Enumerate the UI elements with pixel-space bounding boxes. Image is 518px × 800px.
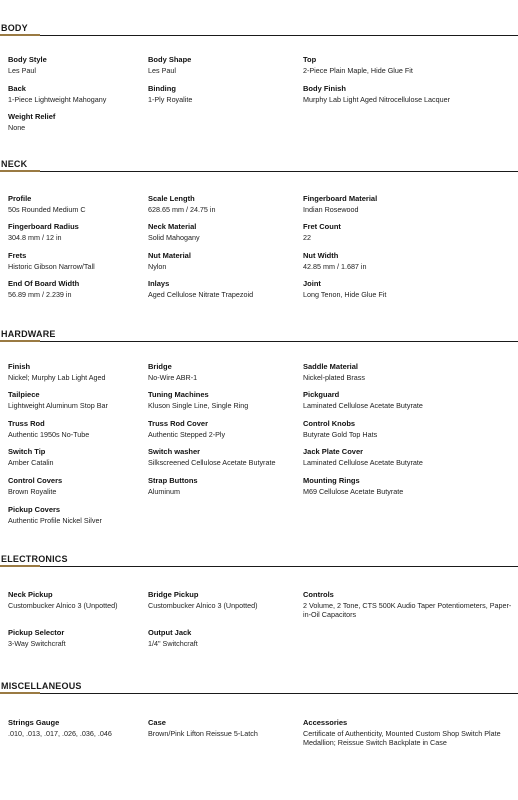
spec-label: Fret Count — [303, 222, 341, 231]
spec-label: Joint — [303, 279, 321, 288]
spec-label: Control Covers — [8, 476, 63, 485]
spec-label: Strings Gauge — [8, 718, 60, 727]
spec-label: Nut Width — [303, 251, 339, 260]
spec-item — [8, 447, 143, 467]
spec-value: None — [8, 123, 26, 132]
spec-item — [8, 222, 143, 242]
spec-label: Switch Tip — [8, 447, 46, 456]
spec-item — [148, 84, 298, 104]
spec-item — [148, 362, 298, 382]
spec-item — [303, 447, 513, 467]
spec-value: 3-Way Switchcraft — [8, 639, 66, 648]
spec-label: Accessories — [303, 718, 348, 727]
spec-item — [8, 505, 143, 525]
spec-value: Laminated Cellulose Acetate Butyrate — [303, 458, 423, 467]
spec-item — [148, 251, 298, 271]
spec-value: 1/4" Switchcraft — [148, 639, 198, 648]
spec-label: Body Style — [8, 55, 47, 64]
spec-item — [8, 476, 143, 496]
spec-value: .010, .013, .017, .026, .036, .046 — [8, 729, 112, 738]
spec-label: Control Knobs — [303, 419, 356, 428]
spec-value: Authentic Profile Nickel Silver — [8, 516, 102, 525]
spec-value: M69 Cellulose Acetate Butyrate — [303, 487, 404, 496]
spec-value: Murphy Lab Light Aged Nitrocellulose Lacquer — [303, 95, 451, 104]
section-electronics — [0, 553, 518, 663]
spec-item — [8, 390, 143, 410]
spec-label: Truss Rod Cover — [148, 419, 209, 428]
spec-value: 56.89 mm / 2.239 in — [8, 290, 72, 299]
spec-label: Tailpiece — [8, 390, 40, 399]
spec-item — [303, 84, 513, 104]
spec-label: Pickguard — [303, 390, 340, 399]
spec-label: Bridge Pickup — [148, 590, 199, 599]
spec-item — [303, 222, 513, 242]
spec-label: Nut Material — [148, 251, 191, 260]
spec-label: Body Shape — [148, 55, 192, 64]
spec-label: Top — [303, 55, 317, 64]
section-title: MISCELLANEOUS — [0, 680, 518, 694]
spec-value: Amber Catalin — [8, 458, 54, 467]
spec-label: Case — [148, 718, 166, 727]
section-neck — [0, 158, 518, 308]
spec-item — [148, 590, 298, 610]
spec-item — [303, 279, 513, 299]
spec-item — [303, 718, 513, 747]
spec-value: Kluson Single Line, Single Ring — [148, 401, 249, 410]
spec-label: Output Jack — [148, 628, 192, 637]
spec-label: Scale Length — [148, 194, 195, 203]
spec-label: Controls — [303, 590, 334, 599]
spec-value: Aged Cellulose Nitrate Trapezoid — [148, 290, 254, 299]
spec-item — [8, 362, 143, 382]
spec-value: Butyrate Gold Top Hats — [303, 430, 378, 439]
spec-item — [8, 112, 143, 132]
section-title: BODY — [0, 22, 518, 36]
spec-item — [303, 194, 513, 214]
spec-item — [148, 222, 298, 242]
spec-label: Pickup Covers — [8, 505, 61, 514]
spec-item — [303, 362, 513, 382]
spec-label: Fingerboard Radius — [8, 222, 79, 231]
spec-label: Truss Rod — [8, 419, 45, 428]
spec-value: 1-Ply Royalite — [148, 95, 193, 104]
spec-value: 22 — [303, 233, 311, 242]
spec-value: 1-Piece Lightweight Mahogany — [8, 95, 107, 104]
spec-item — [8, 419, 143, 439]
spec-item — [8, 628, 143, 648]
spec-label: Switch washer — [148, 447, 201, 456]
spec-value: Indian Rosewood — [303, 205, 359, 214]
section-miscellaneous — [0, 680, 518, 770]
spec-value: 50s Rounded Medium C — [8, 205, 86, 214]
spec-item — [148, 419, 298, 439]
spec-label: Inlays — [148, 279, 170, 288]
spec-label: Fingerboard Material — [303, 194, 378, 203]
spec-value: Brown/Pink Lifton Reissue 5-Latch — [148, 729, 258, 738]
spec-item — [8, 55, 143, 75]
spec-label: Profile — [8, 194, 32, 203]
spec-value: 304.8 mm / 12 in — [8, 233, 62, 242]
spec-value: Custombucker Alnico 3 (Unpotted) — [148, 601, 258, 610]
spec-item — [303, 55, 513, 75]
spec-item — [148, 279, 298, 299]
spec-item — [303, 419, 513, 439]
spec-item — [303, 476, 513, 496]
section-hardware — [0, 328, 518, 538]
spec-label: Mounting Rings — [303, 476, 360, 485]
spec-item — [148, 476, 298, 496]
spec-label: Strap Buttons — [148, 476, 198, 485]
spec-item — [303, 590, 513, 619]
spec-value: 2 Volume, 2 Tone, CTS 500K Audio Taper Potentiometers, Paper-in-Oil Capacitors — [303, 601, 512, 619]
spec-item — [8, 84, 143, 104]
spec-value: Brown Royalite — [8, 487, 57, 496]
spec-value: No-Wire ABR-1 — [148, 373, 198, 382]
spec-value: Nylon — [148, 262, 167, 271]
spec-value: 42.85 mm / 1.687 in — [303, 262, 367, 271]
spec-value: Laminated Cellulose Acetate Butyrate — [303, 401, 423, 410]
spec-value: Authentic 1950s No-Tube — [8, 430, 90, 439]
spec-label: Bridge — [148, 362, 172, 371]
spec-value: Les Paul — [148, 66, 176, 75]
spec-item — [148, 718, 298, 738]
spec-label: Frets — [8, 251, 27, 260]
spec-value: Authentic Stepped 2-Ply — [148, 430, 226, 439]
spec-label: Finish — [8, 362, 31, 371]
spec-item — [8, 718, 143, 738]
spec-value: 2-Piece Plain Maple, Hide Glue Fit — [303, 66, 413, 75]
spec-item — [303, 390, 513, 410]
spec-value: Silkscreened Cellulose Acetate Butyrate — [148, 458, 276, 467]
section-body — [0, 22, 518, 142]
spec-value: Historic Gibson Narrow/Tall — [8, 262, 95, 271]
spec-label: Weight Relief — [8, 112, 56, 121]
spec-item — [148, 628, 298, 648]
spec-label: End Of Board Width — [8, 279, 80, 288]
spec-value: Long Tenon, Hide Glue Fit — [303, 290, 387, 299]
spec-value: Certificate of Authenticity, Mounted Custom Shop Switch Plate Medallion; Reissue Switch Backplate in Case — [303, 729, 501, 747]
spec-value: Custombucker Alnico 3 (Unpotted) — [8, 601, 118, 610]
spec-item — [8, 251, 143, 271]
spec-label: Neck Pickup — [8, 590, 53, 599]
spec-value: Nickel; Murphy Lab Light Aged — [8, 373, 106, 382]
spec-item — [148, 390, 298, 410]
spec-label: Tuning Machines — [148, 390, 209, 399]
spec-label: Back — [8, 84, 26, 93]
spec-label: Jack Plate Cover — [303, 447, 364, 456]
section-title: ELECTRONICS — [0, 553, 518, 567]
spec-value: Solid Mahogany — [148, 233, 200, 242]
spec-item — [148, 447, 298, 467]
spec-value: Les Paul — [8, 66, 36, 75]
spec-value: Lightweight Aluminum Stop Bar — [8, 401, 108, 410]
spec-item — [148, 194, 298, 214]
section-title: HARDWARE — [0, 328, 518, 342]
spec-item — [148, 55, 298, 75]
spec-label: Body Finish — [303, 84, 346, 93]
spec-label: Pickup Selector — [8, 628, 65, 637]
spec-label: Neck Material — [148, 222, 197, 231]
spec-item — [8, 279, 143, 299]
spec-item — [8, 590, 143, 610]
spec-value: Nickel-plated Brass — [303, 373, 365, 382]
spec-label: Saddle Material — [303, 362, 359, 371]
spec-item — [303, 251, 513, 271]
spec-value: Aluminum — [148, 487, 180, 496]
spec-item — [8, 194, 143, 214]
spec-label: Binding — [148, 84, 176, 93]
section-title: NECK — [0, 158, 518, 172]
spec-value: 628.65 mm / 24.75 in — [148, 205, 216, 214]
